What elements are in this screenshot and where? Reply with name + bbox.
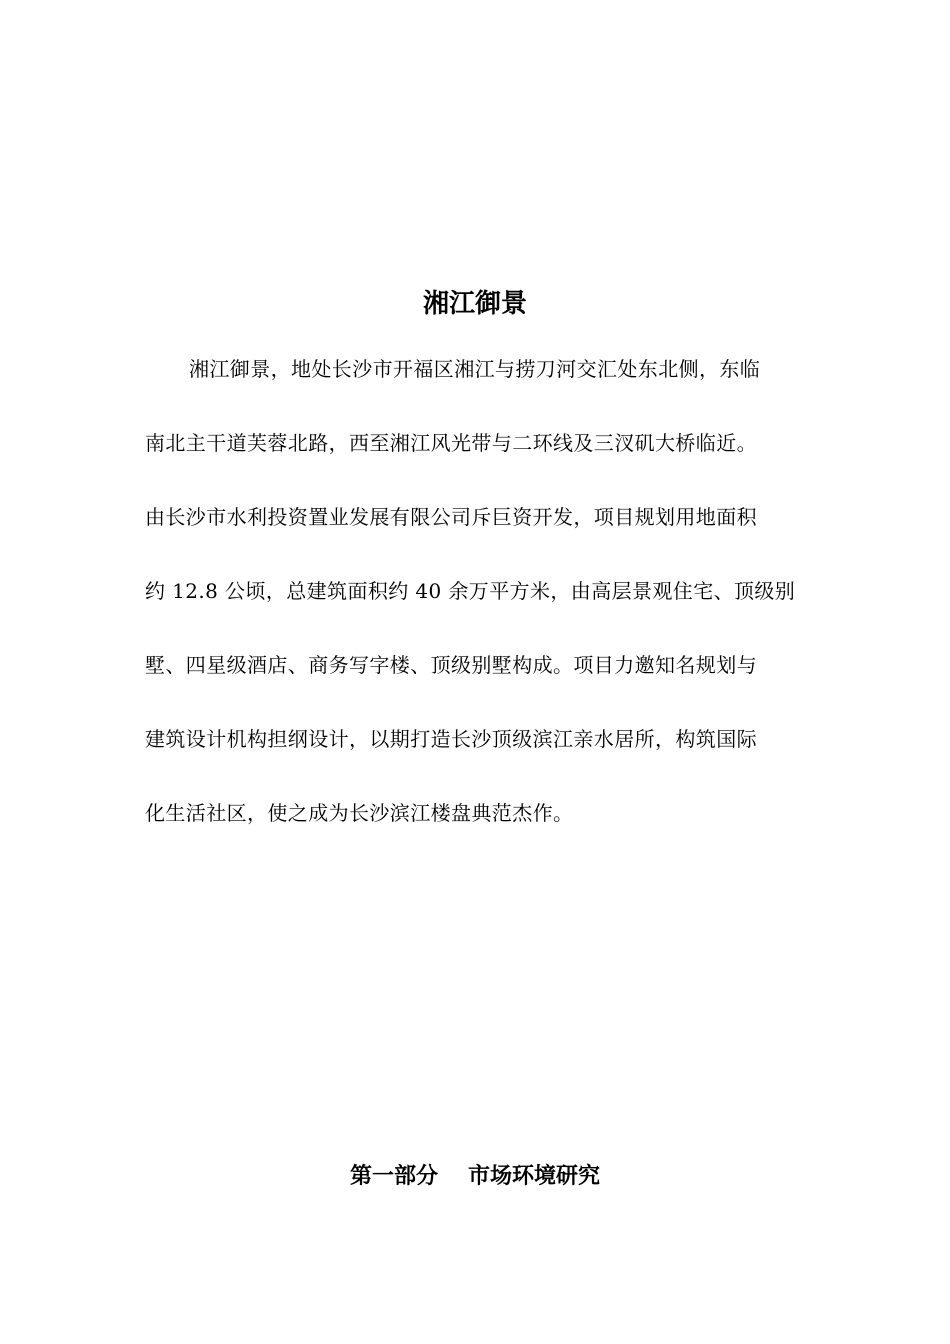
section-name-label: 市场环境研究 xyxy=(468,1164,601,1189)
section-part-label: 第一部分 xyxy=(349,1164,438,1189)
intro-line: 由长沙市水利投资置业发展有限公司斥巨资开发，项目规划用地面积 xyxy=(145,505,757,529)
intro-line: 南北主干道芙蓉北路，西至湘江风光带与二环线及三汊矶大桥临近。 xyxy=(145,431,757,455)
intro-line: 化生活社区，使之成为长沙滨江楼盘典范杰作。 xyxy=(145,801,574,825)
intro-line: 约 12.8 公顷，总建筑面积约 40 余万平方米，由高层景观住宅、顶级别 xyxy=(145,579,796,603)
intro-line: 湘江御景，地处长沙市开福区湘江与捞刀河交汇处东北侧，东临 xyxy=(189,357,761,381)
section-heading xyxy=(0,1158,950,1196)
intro-line: 墅、四星级酒店、商务写字楼、顶级别墅构成。项目力邀知名规划与 xyxy=(145,653,757,677)
intro-line: 建筑设计机构担纲设计，以期打造长沙顶级滨江亲水居所，构筑国际 xyxy=(145,727,757,751)
page-title: 湘江御景 xyxy=(422,289,527,319)
intro-paragraph xyxy=(145,350,835,868)
